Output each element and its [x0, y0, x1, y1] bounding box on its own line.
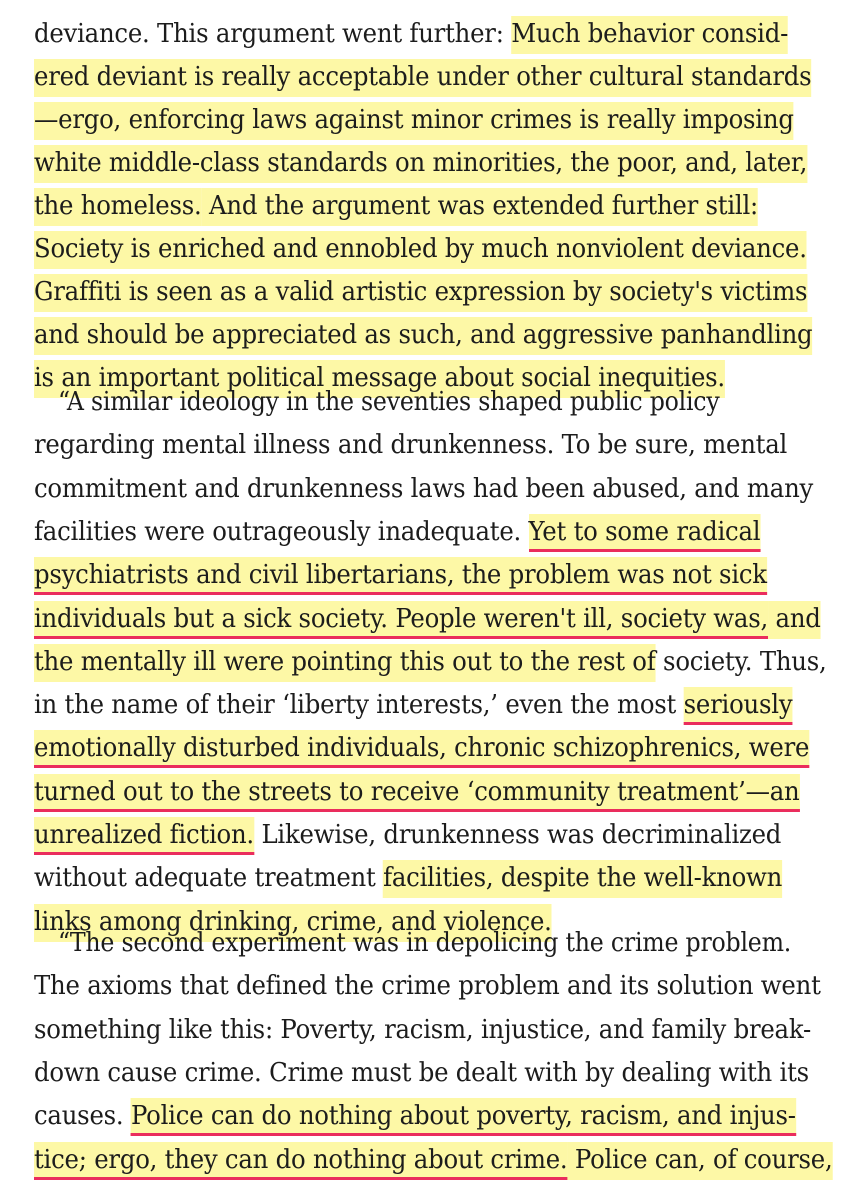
text-line [34, 143, 844, 183]
body-text: society. Thus, [655, 646, 827, 677]
text-line [34, 315, 844, 355]
underlined-highlight: unrealized fiction. [34, 817, 254, 855]
highlighted-text: and [768, 601, 821, 639]
text-line [34, 728, 844, 768]
text-line [34, 1140, 844, 1180]
body-text: commitment and drunkenness laws had been abused, and many [34, 473, 814, 504]
highlighted-text: And the argument was extended further still: [202, 188, 759, 226]
body-text: in the name of their ‘liberty interests,’ even the most [34, 690, 684, 721]
text-line [34, 186, 844, 226]
text-line [34, 229, 844, 269]
text-line [34, 272, 844, 312]
highlighted-text: is an important political message about social inequities. [34, 360, 725, 398]
body-text: “The second experiment was in depolicing the crime problem. [58, 928, 792, 958]
text-line [34, 642, 844, 682]
text-line [34, 100, 844, 140]
text-line [34, 858, 844, 898]
underlined-highlight: individuals but a sick society. People weren't ill, society was, [34, 601, 768, 639]
highlighted-text: the homeless. [34, 188, 202, 226]
highlighted-text: —ergo, enforcing laws against minor crimes is really imposing [34, 102, 794, 140]
text-line [34, 512, 844, 552]
text-line [34, 425, 844, 465]
underlined-highlight: emotionally disturbed individuals, chronic schizophrenics, were [34, 730, 809, 768]
highlighted-text: the mentally ill were pointing this out to the rest of [34, 644, 656, 682]
underlined-highlight: Police can do nothing about poverty, racism, and injus- [131, 1098, 796, 1136]
text-line [34, 469, 844, 509]
body-text: something like this: Poverty, racism, injustice, and family break- [34, 1014, 811, 1045]
body-text: causes. [34, 1101, 131, 1132]
highlighted-text: ered deviant is really acceptable under other cultural standards [34, 59, 811, 97]
text-line [58, 923, 844, 963]
text-line [34, 14, 844, 54]
text-line [58, 382, 844, 422]
highlighted-text: Much behavior consid- [511, 16, 788, 54]
text-line [34, 1096, 844, 1136]
body-text: Likewise, drunkenness was decriminalized [253, 820, 782, 850]
underlined-highlight: seriously [684, 687, 793, 725]
text-line [34, 555, 844, 595]
text-line [34, 1053, 844, 1093]
highlighted-text: links among drinking, crime, and violence. [34, 904, 552, 942]
highlighted-text: Society is enriched and ennobled by much nonviolent deviance. [34, 231, 807, 269]
underlined-highlight: tice; ergo, they can do nothing about crime. [34, 1142, 567, 1180]
body-text: regarding mental illness and drunkenness. To be sure, mental [34, 430, 788, 461]
highlighted-text: and should be appreciated as such, and aggressive panhandling [34, 317, 812, 355]
body-text: without adequate treatment [34, 863, 384, 894]
body-text: down cause crime. Crime must be dealt with by dealing with its [34, 1057, 809, 1088]
body-text: “A similar ideology in the seventies shaped public policy [58, 387, 720, 417]
highlighted-text: Police can, of course, [567, 1142, 832, 1180]
underlined-highlight: Yet to some radical [529, 514, 761, 552]
highlighted-text: facilities, despite the well-known [383, 860, 782, 898]
underlined-highlight: turned out to the streets to receive ‘community treatment’—an [34, 774, 799, 812]
text-line [34, 685, 844, 725]
text-line [34, 599, 844, 639]
text-line [34, 772, 844, 812]
text-line [34, 815, 844, 855]
underlined-highlight: psychiatrists and civil libertarians, the problem was not sick [34, 557, 767, 595]
highlighted-text: white middle-class standards on minorities, the poor, and, later, [34, 145, 807, 183]
body-text: deviance. This argument went further: [34, 19, 512, 49]
body-text: facilities were outrageously inadequate. [34, 516, 529, 547]
highlighted-text: Graffiti is seen as a valid artistic expression by society's victims [34, 274, 807, 312]
body-text: The axioms that defined the crime problem and its solution went [34, 971, 821, 1002]
text-line [34, 57, 844, 97]
text-line [34, 1010, 844, 1050]
text-line [34, 966, 844, 1006]
